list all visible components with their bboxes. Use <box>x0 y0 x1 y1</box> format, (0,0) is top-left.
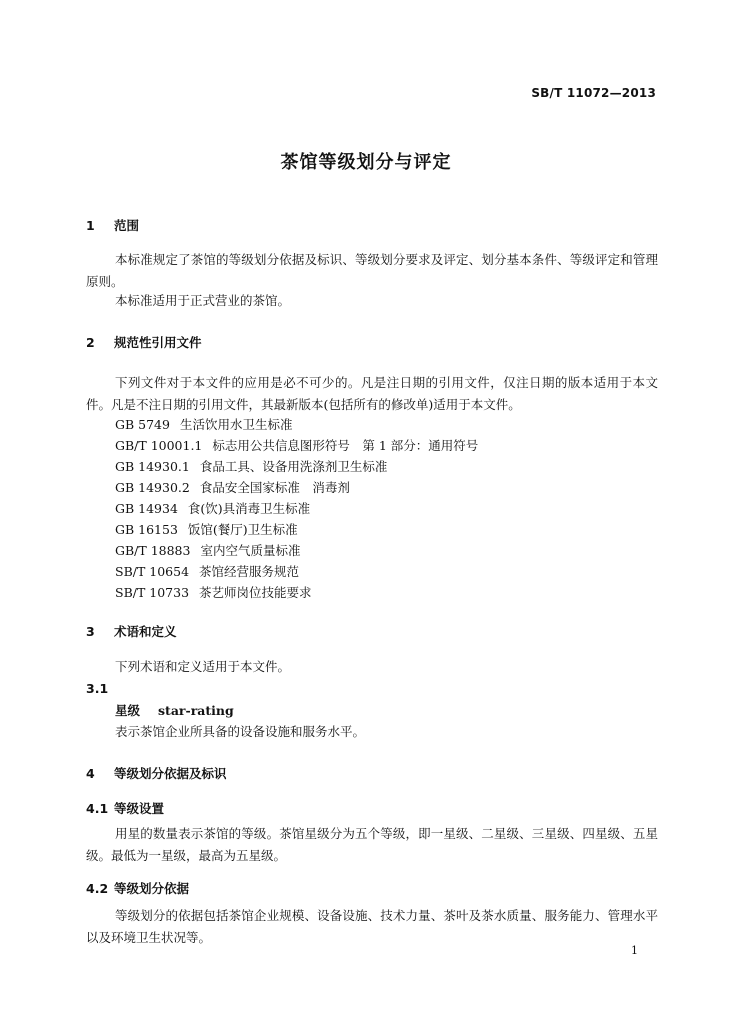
section-4-title: 等级划分依据及标识 <box>114 766 227 781</box>
reference-item <box>115 520 298 538</box>
reference-item <box>115 457 387 475</box>
reference-code: GB 5749 <box>115 417 170 432</box>
section-2-heading <box>86 333 202 351</box>
reference-name: 饭馆(餐厅)卫生标准 <box>187 522 298 537</box>
reference-item <box>115 499 310 517</box>
section-3-title: 术语和定义 <box>114 624 177 639</box>
reference-item <box>115 583 312 601</box>
reference-code: GB/T 10001.1 <box>115 438 203 453</box>
subsection-4-2-text: 等级划分的依据包括茶馆企业规模、设备设施、技术力量、茶叶及茶水质量、服务能力、管理水平以及环境卫生状况等。 <box>86 908 658 945</box>
section-1-paragraph-1: 本标准规定了茶馆的等级划分依据及标识、等级划分要求及评定、划分基本条件、等级评定和管理原则。 <box>86 252 658 289</box>
reference-name: 生活饮用水卫生标准 <box>179 417 293 432</box>
reference-code: GB 14934 <box>115 501 178 516</box>
standard-number: SB/T 11072—2013 <box>531 86 656 100</box>
section-1-paragraph-2: 本标准适用于正式营业的茶馆。 <box>115 293 291 308</box>
reference-name: 茶馆经营服务规范 <box>199 564 300 579</box>
reference-name: 室内空气质量标准 <box>200 543 301 558</box>
section-4-number: 4 <box>86 766 95 781</box>
section-2-title: 规范性引用文件 <box>114 335 202 350</box>
section-3-number: 3 <box>86 624 95 639</box>
reference-code: GB 14930.1 <box>115 459 190 474</box>
section-3-heading <box>86 622 177 640</box>
term-english: star-rating <box>158 703 234 718</box>
reference-name: 食(饮)具消毒卫生标准 <box>187 501 311 516</box>
term-chinese: 星级 <box>115 703 141 718</box>
document-title: 茶馆等级划分与评定 <box>280 152 452 173</box>
term-definition: 表示茶馆企业所具备的设备设施和服务水平。 <box>115 724 366 739</box>
reference-code: SB/T 10654 <box>115 564 190 579</box>
section-2-number: 2 <box>86 335 95 350</box>
reference-name: 茶艺师岗位技能要求 <box>199 585 312 600</box>
reference-item <box>115 415 292 433</box>
reference-code: GB 16153 <box>115 522 178 537</box>
section-4-heading <box>86 764 227 782</box>
reference-name: 标志用公共信息图形符号 第 1 部分：通用符号 <box>212 438 479 453</box>
section-1-number: 1 <box>86 218 95 233</box>
reference-item <box>115 541 300 559</box>
section-1-title: 范围 <box>114 218 140 233</box>
reference-item <box>115 436 478 454</box>
page-number: 1 <box>631 944 638 957</box>
reference-item <box>115 478 350 496</box>
reference-name: 食品工具、设备用洗涤剂卫生标准 <box>199 459 388 474</box>
subsection-4-1-heading <box>86 799 164 817</box>
subsection-number: 4.1 <box>86 801 109 816</box>
section-2-intro: 下列文件对于本文件的应用是必不可少的。凡是注日期的引用文件，仅注日期的版本适用于本文件。凡是不注日期的引用文件，其最新版本(包括所有的修改单)适用于本文件。 <box>86 375 658 412</box>
subsection-4-1-text: 用星的数量表示茶馆的等级。茶馆星级分为五个等级，即一星级、二星级、三星级、四星级、五星级。最低为一星级，最高为五星级。 <box>86 826 658 863</box>
subsection-4-2-heading <box>86 879 189 897</box>
reference-code: GB/T 18883 <box>115 543 191 558</box>
term-entry <box>115 701 234 719</box>
subsection-title: 等级设置 <box>114 801 165 816</box>
reference-code: GB 14930.2 <box>115 480 190 495</box>
section-1-heading <box>86 216 139 234</box>
reference-name: 食品安全国家标准 消毒剂 <box>199 480 350 495</box>
reference-item <box>115 562 299 580</box>
section-3-intro: 下列术语和定义适用于本文件。 <box>115 659 291 674</box>
subsection-number: 4.2 <box>86 881 109 896</box>
term-number: 3.1 <box>86 681 109 696</box>
reference-code: SB/T 10733 <box>115 585 190 600</box>
subsection-title: 等级划分依据 <box>114 881 190 896</box>
